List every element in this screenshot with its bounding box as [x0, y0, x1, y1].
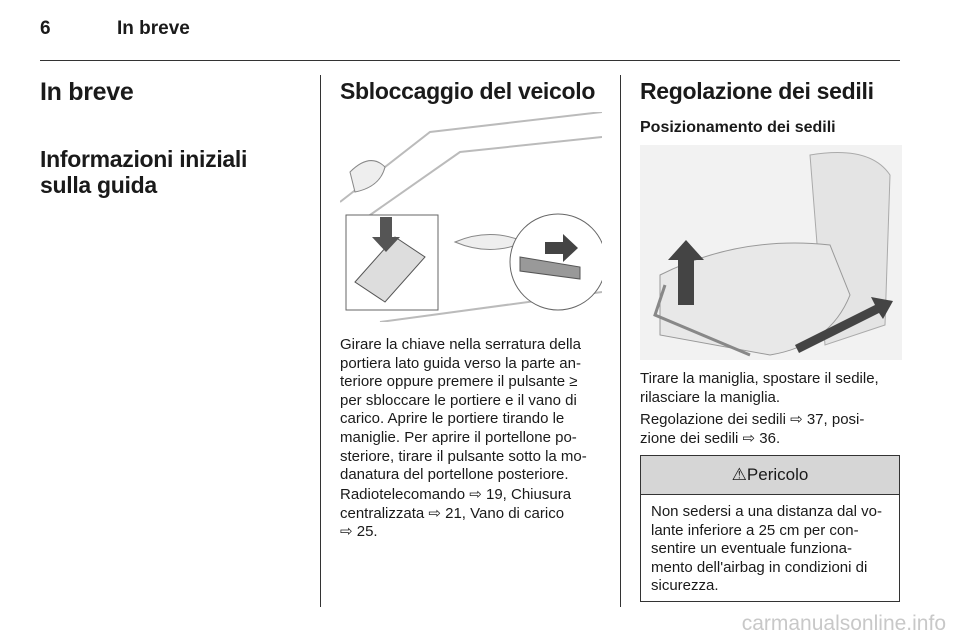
running-title: In breve — [117, 18, 190, 39]
subtitle-line: sulla guida — [40, 172, 157, 198]
text-line: teriore oppure premere il pulsante ≥ — [340, 373, 578, 391]
seat-instructions — [640, 370, 879, 407]
seat-illustration — [640, 145, 902, 360]
text-line: carico. Aprire le portiere tirando le — [340, 410, 565, 428]
unlock-heading: Sbloccaggio del veicolo — [340, 78, 596, 104]
text-line: Tirare la maniglia, spostare il sedile, — [640, 370, 879, 387]
text-line: danatura del portellone posteriore. — [340, 466, 569, 484]
text-line: rilasciare la maniglia. — [640, 388, 781, 406]
reference-line[interactable]: zione dei sedili ⇨ 36. — [640, 429, 781, 447]
danger-box — [640, 455, 900, 602]
reference-line[interactable]: Radiotelecomando ⇨ 19, Chiusura — [340, 486, 572, 503]
danger-text — [641, 495, 899, 604]
text-line: portiera lato guida verso la parte an- — [340, 354, 581, 372]
column-divider — [320, 75, 321, 607]
text-line: mento dell'airbag in condizioni di — [651, 558, 868, 576]
seat-references — [640, 411, 864, 448]
section-subtitle — [40, 146, 247, 198]
subtitle-line: Informazioni iniziali — [40, 146, 248, 172]
text-line: Girare la chiave nella serratura della — [340, 336, 581, 353]
text-line: lante inferiore a 25 cm per con- — [651, 521, 859, 539]
text-line: sicurezza. — [651, 577, 719, 595]
text-line: sentire un eventuale funziona- — [651, 540, 852, 558]
reference-line[interactable]: Regolazione dei sedili ⇨ 37, posi- — [640, 411, 865, 428]
text-line: steriore, tirare il pulsante sotto la mo- — [340, 447, 587, 465]
section-title: In breve — [40, 78, 134, 106]
danger-title: ⚠Pericolo — [641, 456, 899, 495]
text-line: per sbloccare le portiere e il vano di — [340, 391, 577, 409]
text-line: Non sedersi a una distanza dal vo- — [651, 503, 882, 520]
car-unlock-illustration — [340, 112, 602, 322]
column-divider — [620, 75, 621, 607]
watermark: carmanualsonline.info — [741, 612, 946, 635]
unlock-instructions — [340, 336, 587, 485]
seat-subheading: Posizionamento dei sedili — [640, 119, 836, 136]
header-rule — [40, 60, 900, 61]
cross-references — [340, 486, 571, 542]
reference-line[interactable]: centralizzata ⇨ 21, Vano di carico — [340, 504, 565, 522]
reference-line[interactable]: ⇨ 25. — [340, 523, 378, 541]
seat-heading: Regolazione dei sedili — [640, 78, 874, 104]
page-number: 6 — [40, 18, 51, 39]
text-line: maniglie. Per aprire il portellone po- — [340, 428, 577, 446]
